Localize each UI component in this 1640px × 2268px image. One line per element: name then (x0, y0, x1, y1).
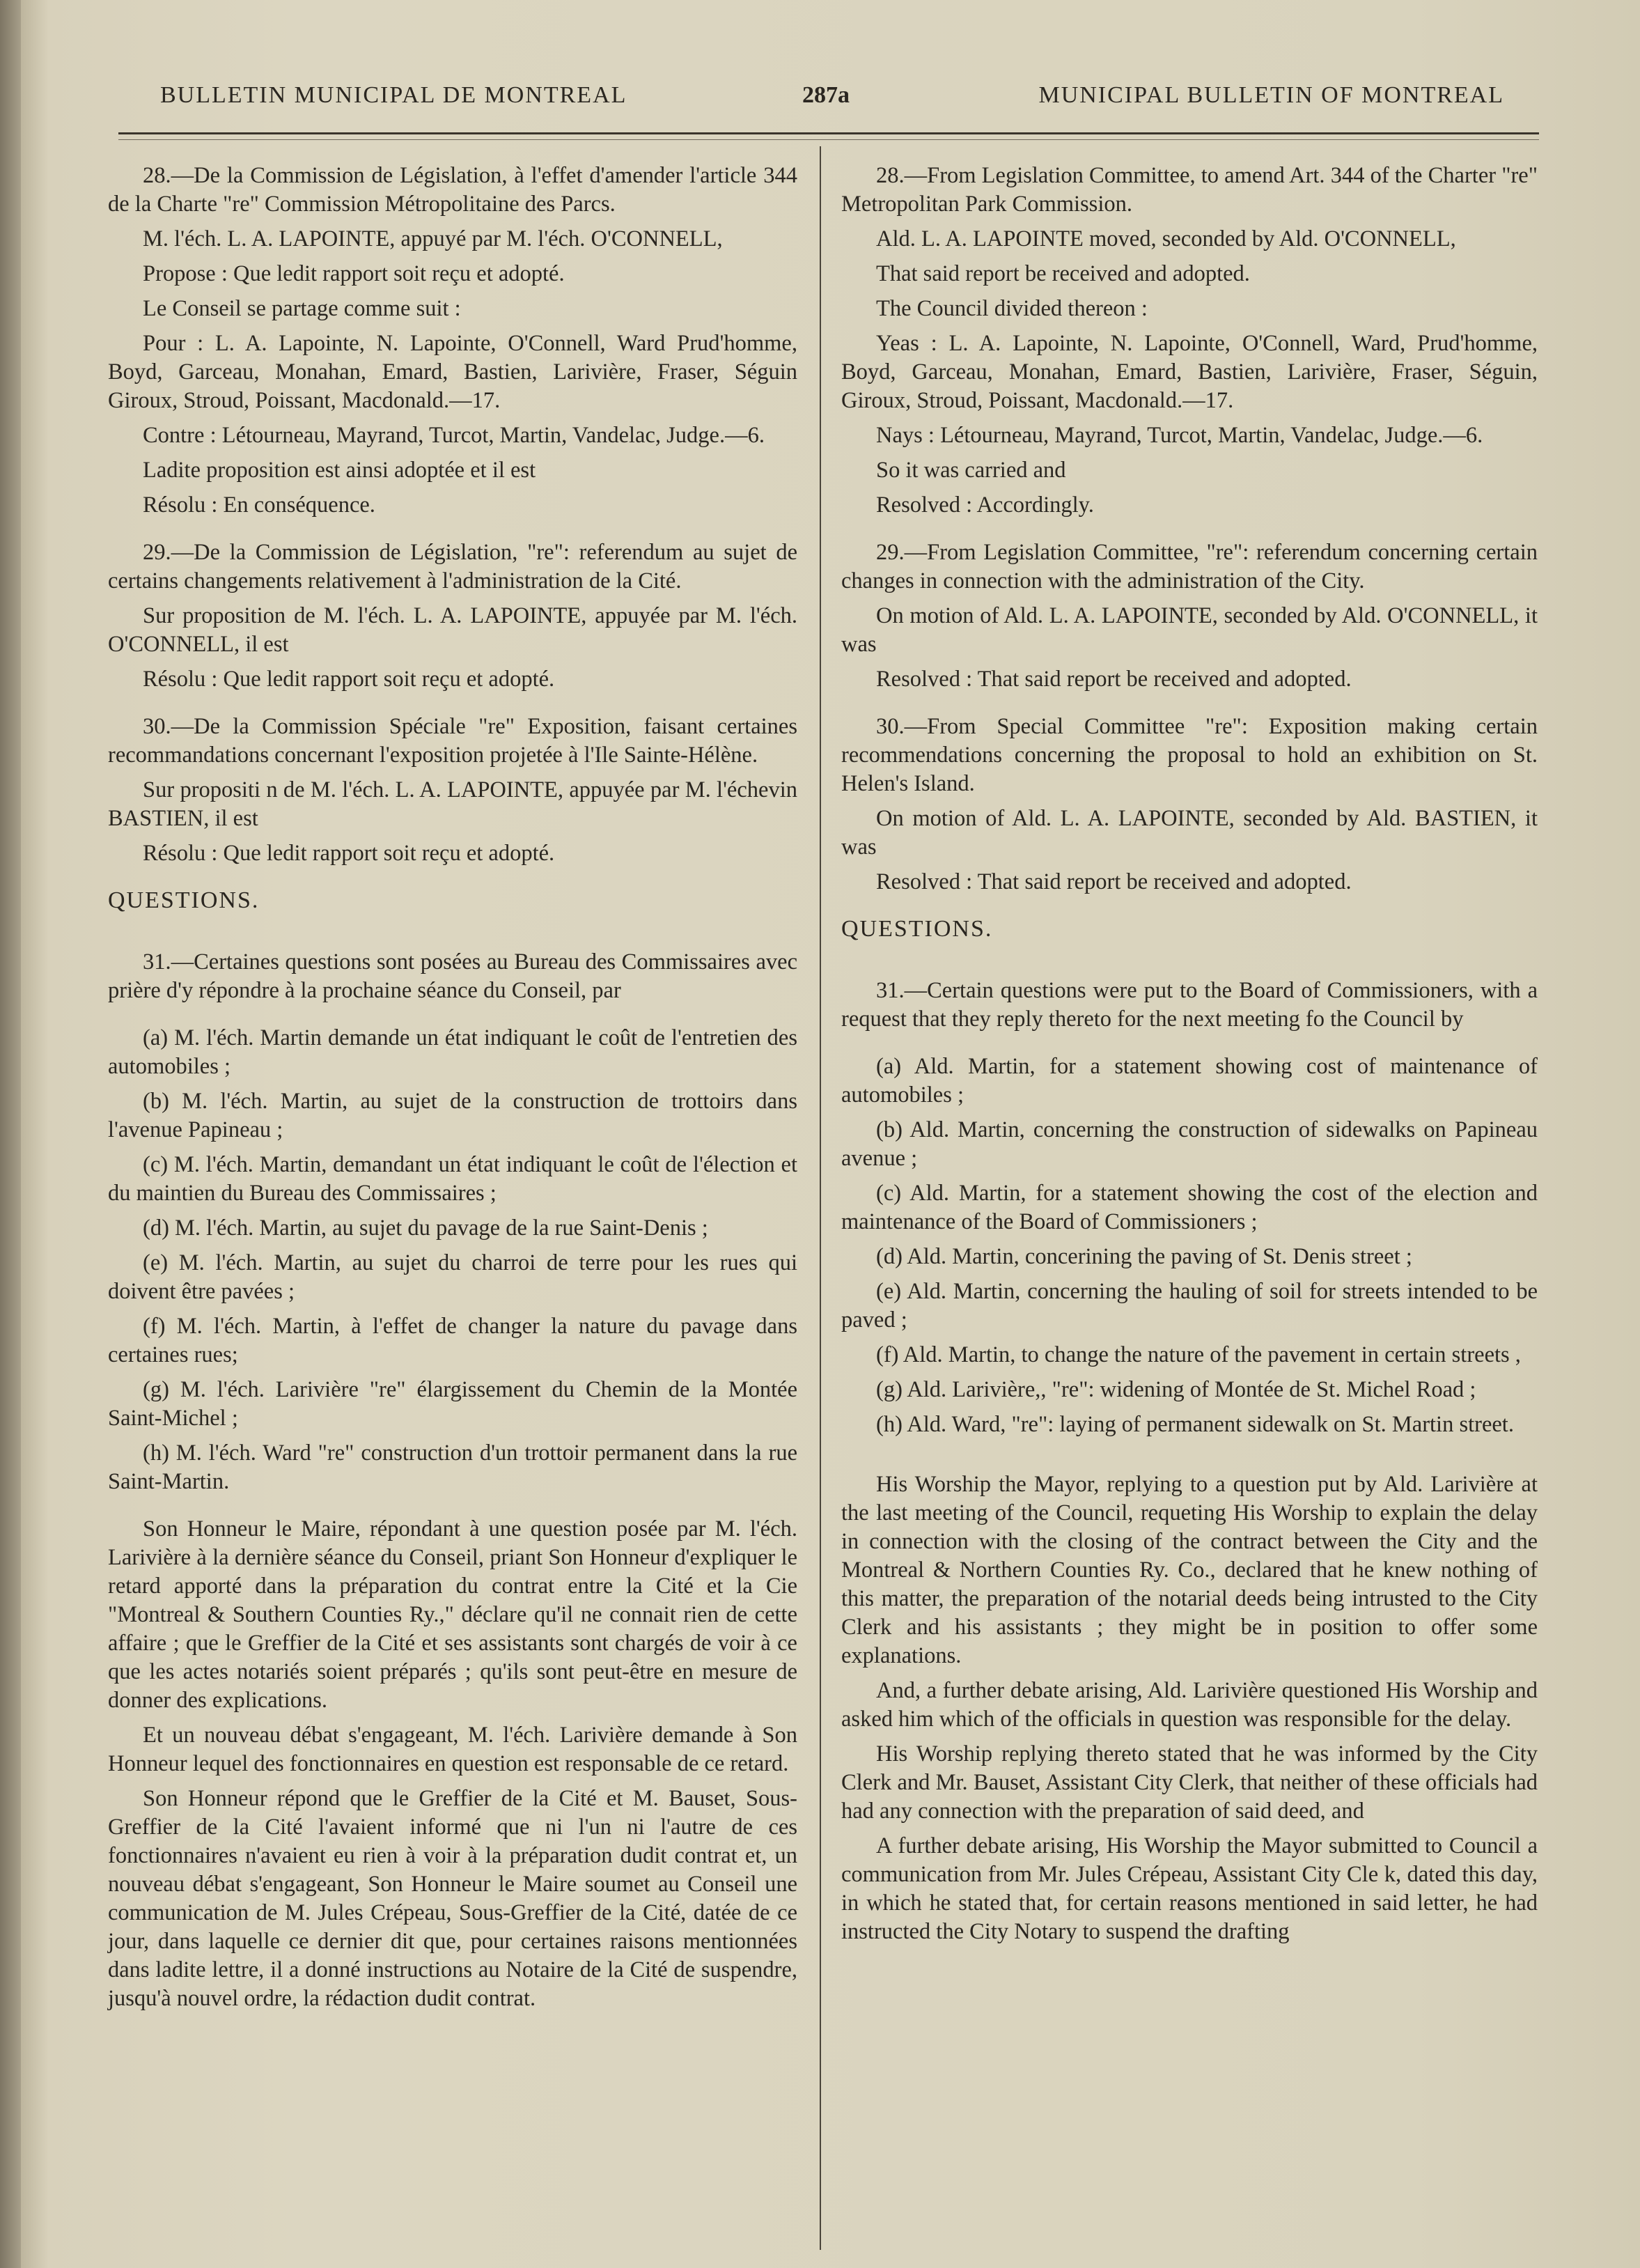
french-column (108, 162, 797, 2019)
en-question-e: (e) Ald. Martin, concerning the hauling of soil for streets intended to be paved ; (841, 1279, 1538, 1333)
en-question-h: (h) Ald. Ward, "re": laying of permanent sidewalk on St. Martin street. (876, 1412, 1514, 1437)
en-item30-resolved: Resolved : That said report be received and adopted. (876, 869, 1352, 894)
header-title-english: MUNICIPAL BULLETIN OF MONTREAL (1038, 82, 1504, 108)
en-further-debate: A further debate arising, His Worship the Mayor submitted to Council a communication from Mr. Jules Crépeau, Assistant City Cle k, dated this day, in which he stated that, for certain reasons mentioned in said letter, he had instructed the City Notary to suspend the drafting (841, 1833, 1538, 1944)
fr-question-b: (b) M. l'éch. Martin, au sujet de la construction de trottoirs dans l'avenue Papineau ; (108, 1089, 797, 1142)
fr-item28-adopted: Ladite proposition est ainsi adoptée et il est (143, 458, 536, 483)
fr-item28-title: 28.—De la Commission de Législation, à l'effet d'amender l'article 344 de la Charte "re" Commission Métropolitaine des Parcs. (108, 163, 797, 217)
fr-item28-divide: Le Conseil se partage comme suit : (143, 296, 461, 321)
english-column (841, 162, 1538, 1952)
en-item29-title: 29.—From Legislation Committee, "re": referendum concerning certain changes in connection with the administration of the City. (841, 540, 1538, 593)
fr-question-a: (a) M. l'éch. Martin demande un état indiquant le coût de l'entretien des automobiles ; (108, 1025, 797, 1079)
en-item30-motion: On motion of Ald. L. A. LAPOINTE, seconded by Ald. BASTIEN, it was (841, 806, 1538, 860)
en-item31: 31.—Certain questions were put to the Board of Commissioners, with a request that they reply thereto for the next meeting fo the Council by (841, 978, 1538, 1032)
en-item28-yeas: Yeas : L. A. Lapointe, N. Lapointe, O'Connell, Ward, Prud'homme, Boyd, Garceau, Monahan, Emard, Bastien, Larivière, Fraser, Séguin, Giroux, Stroud, Poissant, Macdonald.—17. (841, 331, 1538, 413)
header-rule-thin (118, 139, 1539, 140)
en-questions-heading: QUESTIONS. (841, 916, 993, 942)
fr-item28-contre: Contre : Létourneau, Mayrand, Turcot, Martin, Vandelac, Judge.—6. (143, 423, 765, 448)
en-question-d: (d) Ald. Martin, concerining the paving of St. Denis street ; (876, 1244, 1412, 1269)
fr-mayor-reply: Son Honneur le Maire, répondant à une question posée par M. l'éch. Larivière à la dernière séance du Conseil, priant Son Honneur d'expliquer le retard apporté dans la préparation du contrat entre la Cité et la Cie "Montreal & Southern Counties Ry.," déclare qu'il ne connait rien de cette affaire ; que le Greffier de la Cité et ses assistants sont chargés de voir à ce que les actes notariés soient préparés ; qu'ils sont peut-être en mesure de donner des explications. (108, 1516, 797, 1713)
en-question-f: (f) Ald. Martin, to change the nature of the pavement in certain streets , (876, 1342, 1521, 1367)
fr-item30-title: 30.—De la Commission Spéciale "re" Exposition, faisant certaines recommandations concernant l'exposition projetée à l'Ile Sainte-Hélène. (108, 714, 797, 768)
fr-question-h: (h) M. l'éch. Ward "re" construction d'un trottoir permanent dans la rue Saint-Martin. (108, 1440, 797, 1494)
fr-question-f: (f) M. l'éch. Martin, à l'effet de changer la nature du pavage dans certaines rues; (108, 1314, 797, 1367)
en-item29-resolved: Resolved : That said report be received and adopted. (876, 667, 1352, 692)
en-item28-title: 28.—From Legislation Committee, to amend Art. 344 of the Charter "re" Metropolitan Park Commission. (841, 163, 1538, 217)
en-question-a: (a) Ald. Martin, for a statement showing cost of maintenance of automobiles ; (841, 1054, 1538, 1108)
header-title-french: BULLETIN MUNICIPAL DE MONTREAL (160, 82, 627, 108)
en-item28-divide: The Council divided thereon : (876, 296, 1148, 321)
en-item28-carried: So it was carried and (876, 458, 1066, 483)
fr-item28-propose: Propose : Que ledit rapport soit reçu et adopté. (143, 261, 565, 286)
fr-item30-motion: Sur propositi n de M. l'éch. L. A. LAPOINTE, appuyée par M. l'échevin BASTIEN, il est (108, 777, 797, 831)
en-item28-resolved: Resolved : Accordingly. (876, 492, 1094, 518)
header-rule (118, 132, 1539, 134)
page-binding (0, 0, 21, 2268)
fr-item29-title: 29.—De la Commission de Législation, "re": referendum au sujet de certains changements relativement à l'administration de la Cité. (108, 540, 797, 593)
fr-item29-motion: Sur proposition de M. l'éch. L. A. LAPOINTE, appuyée par M. l'éch. O'CONNELL, il est (108, 603, 797, 657)
fr-question-e: (e) M. l'éch. Martin, au sujet du charroi de terre pour les rues qui doivent être pavées ; (108, 1250, 797, 1304)
fr-item31: 31.—Certaines questions sont posées au Bureau des Commissaires avec prière d'y répondre à la prochaine séance du Conseil, par (108, 949, 797, 1003)
fr-mayor-answer: Son Honneur répond que le Greffier de la Cité et M. Bauset, Sous-Greffier de la Cité l'avaient informé que ni l'un ni l'autre de ces fonctionnaires n'avaient eu rien à voir à la préparation dudit contrat et, un nouveau débat s'engageant, Son Honneur le Maire soumet au Conseil une communication de M. Jules Crépeau, Sous-Greffier de la Cité, datée de ce jour, dans laquelle ce dernier dit que, pour certaines raisons mentionnées dans ladite lettre, il a donné instructions au Notaire de la Cité de suspendre, jusqu'à nouvel ordre, la rédaction dudit contrat. (108, 1786, 797, 2011)
fr-new-debate: Et un nouveau débat s'engageant, M. l'éch. Larivière demande à Son Honneur lequel des fonctionnaires en question est responsable de ce retard. (108, 1723, 797, 1776)
en-item30-title: 30.—From Special Committee "re": Exposition making certain recommendations concerning the proposal to hold an exhibition on St. Helen's Island. (841, 714, 1538, 796)
en-item29-motion: On motion of Ald. L. A. LAPOINTE, seconded by Ald. O'CONNELL, it was (841, 603, 1538, 657)
en-item28-propose: That said report be received and adopted. (876, 261, 1250, 286)
fr-item28-pour: Pour : L. A. Lapointe, N. Lapointe, O'Connell, Ward Prud'homme, Boyd, Garceau, Monahan, Emard, Bastien, Larivière, Fraser, Séguin Giroux, Stroud, Poissant, Macdonald.—17. (108, 331, 797, 413)
fr-item28-motion: M. l'éch. L. A. LAPOINTE, appuyé par M. l'éch. O'CONNELL, (143, 226, 723, 251)
en-mayor-reply: His Worship the Mayor, replying to a question put by Ald. Larivière at the last meeting of the Council, requeting His Worship to explain the delay in connection with the closing of the contract between the City and the Montreal & Northern Counties Ry. Co., declared that he knew nothing of this matter, the preparation of the notarial deeds being intrusted to the City Clerk and his assistants ; they might be in position to offer some explanations. (841, 1472, 1538, 1668)
fr-questions-heading: QUESTIONS. (108, 887, 260, 913)
column-divider (820, 146, 821, 2250)
en-question-g: (g) Ald. Larivière,, "re": widening of Montée de St. Michel Road ; (876, 1377, 1476, 1402)
en-item28-motion: Ald. L. A. LAPOINTE moved, seconded by Ald. O'CONNELL, (876, 226, 1456, 251)
fr-item30-resolu: Résolu : Que ledit rapport soit reçu et adopté. (143, 841, 555, 866)
en-mayor-answer: His Worship replying thereto stated that he was informed by the City Clerk and Mr. Bauset, Assistant City Clerk, that neither of these officials had had any connection with the preparation of said deed, and (841, 1741, 1538, 1824)
page-header (160, 82, 1504, 117)
fr-question-d: (d) M. l'éch. Martin, au sujet du pavage de la rue Saint-Denis ; (143, 1215, 708, 1241)
fr-item29-resolu: Résolu : Que ledit rapport soit reçu et adopté. (143, 667, 555, 692)
en-item28-nays: Nays : Létourneau, Mayrand, Turcot, Martin, Vandelac, Judge.—6. (876, 423, 1483, 448)
fr-question-c: (c) M. l'éch. Martin, demandant un état indiquant le coût de l'élection et du maintien du Bureau des Commissaires ; (108, 1152, 797, 1206)
en-question-b: (b) Ald. Martin, concerning the construction of sidewalks on Papineau avenue ; (841, 1117, 1538, 1171)
fr-item28-resolu: Résolu : En conséquence. (143, 492, 375, 518)
page-number: 287a (802, 82, 850, 108)
en-new-debate: And, a further debate arising, Ald. Larivière questioned His Worship and asked him which of the officials in question was responsible for the delay. (841, 1678, 1538, 1732)
en-question-c: (c) Ald. Martin, for a statement showing the cost of the election and maintenance of the Board of Commissioners ; (841, 1181, 1538, 1234)
fr-question-g: (g) M. l'éch. Larivière "re" élargissement du Chemin de la Montée Saint-Michel ; (108, 1377, 797, 1431)
